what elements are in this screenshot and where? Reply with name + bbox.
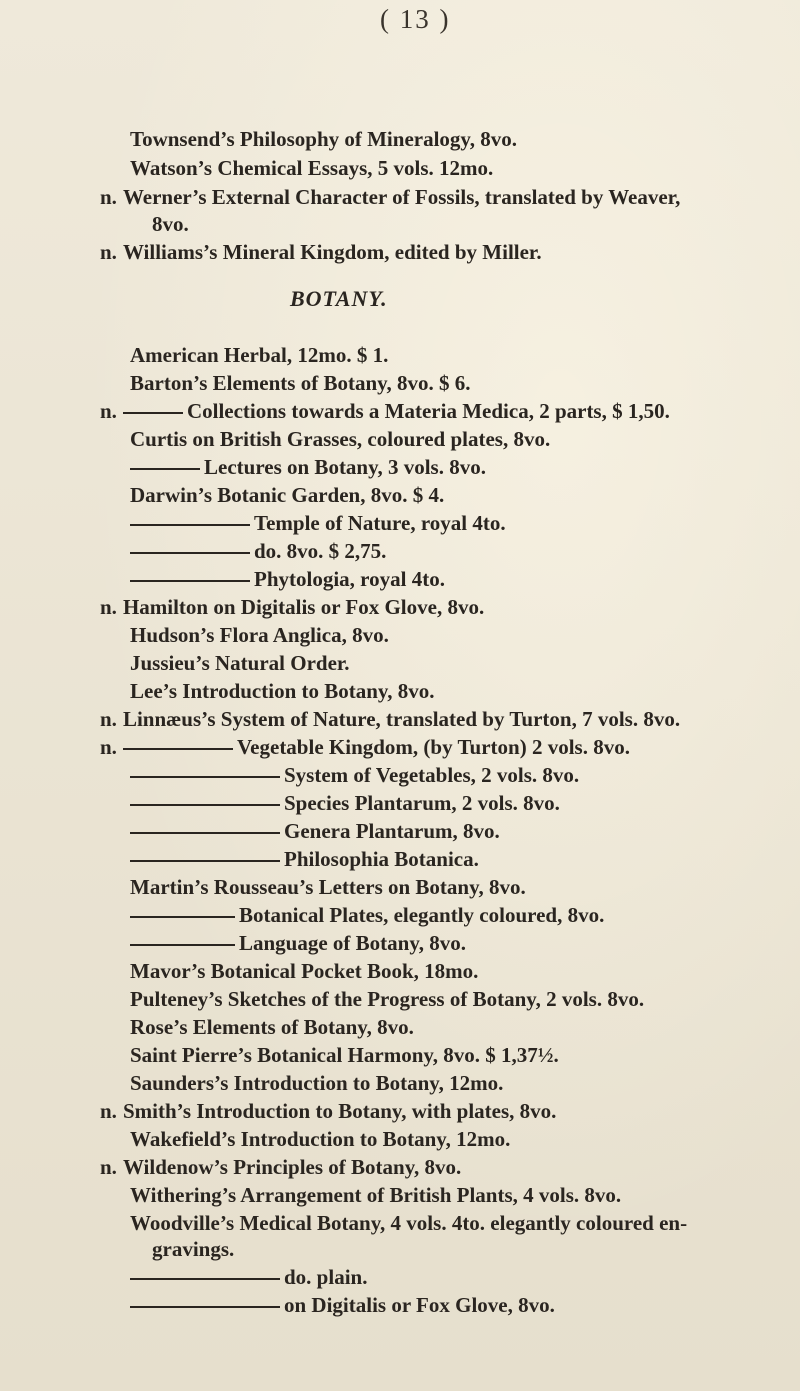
entry-text: American Herbal, 12mo. $ 1. — [130, 343, 389, 367]
ditto-dash — [130, 944, 235, 946]
entry-text: Hamilton on Digitalis or Fox Glove, 8vo. — [122, 595, 485, 619]
catalogue-entry — [130, 1212, 780, 1234]
catalogue-entry — [130, 848, 780, 870]
catalogue-entry — [100, 186, 750, 208]
catalogue-entry — [130, 1184, 780, 1206]
catalogue-entry — [100, 596, 750, 618]
catalogue-entry — [130, 428, 780, 450]
catalogue-entry — [130, 764, 780, 786]
entry-text: Collections towards a Materia Medica, 2 parts, $ 1,50. — [186, 399, 670, 423]
entry-text: Language of Botany, 8vo. — [239, 931, 466, 955]
catalogue-entry — [130, 960, 780, 982]
entry-text: Smith’s Introduction to Botany, with plates, 8vo. — [122, 1099, 557, 1123]
catalogue-entry — [152, 1238, 800, 1260]
new-edition-mark: n. — [100, 399, 117, 423]
catalogue-entry — [130, 932, 780, 954]
ditto-dash — [130, 552, 250, 554]
catalogue-entry — [130, 512, 780, 534]
catalogue-entry — [100, 708, 750, 730]
ditto-dash — [130, 804, 280, 806]
new-edition-mark: n. — [100, 595, 117, 619]
catalogue-entry — [130, 372, 780, 394]
catalogue-entry — [130, 484, 780, 506]
entry-text: Pulteney’s Sketches of the Progress of Botany, 2 vols. 8vo. — [130, 987, 645, 1011]
entry-text: Curtis on British Grasses, coloured plates, 8vo. — [130, 427, 551, 451]
catalogue-entry — [152, 213, 800, 235]
entry-text: Martin’s Rousseau’s Letters on Botany, 8vo. — [130, 875, 526, 899]
entry-text: Watson’s Chemical Essays, 5 vols. 12mo. — [130, 156, 494, 180]
ditto-dash — [130, 524, 250, 526]
catalogue-entry — [100, 400, 750, 422]
entry-text: gravings. — [152, 1237, 235, 1261]
entry-text: Phytologia, royal 4to. — [254, 567, 445, 591]
entry-text: Werner’s External Character of Fossils, translated by Weaver, — [122, 185, 681, 209]
catalogue-entry — [130, 456, 780, 478]
catalogue-entry — [130, 1128, 780, 1150]
entry-text: Linnæus’s System of Nature, translated by Turton, 7 vols. 8vo. — [122, 707, 681, 731]
entry-text: Townsend’s Philosophy of Mineralogy, 8vo. — [130, 127, 518, 151]
new-edition-mark: n. — [100, 240, 117, 264]
section-heading: BOTANY. — [290, 286, 388, 311]
catalogue-entry — [130, 1266, 780, 1288]
entry-text: Saint Pierre’s Botanical Harmony, 8vo. $ 1,37½. — [130, 1043, 559, 1067]
new-edition-mark: n. — [100, 1155, 117, 1179]
ditto-dash — [130, 860, 280, 862]
entry-text: Rose’s Elements of Botany, 8vo. — [130, 1015, 414, 1039]
catalogue-entry — [130, 988, 780, 1010]
catalogue-entry — [100, 1100, 750, 1122]
ditto-dash — [123, 748, 233, 750]
catalogue-entry — [130, 1016, 780, 1038]
ditto-dash — [130, 1278, 280, 1280]
ditto-dash — [130, 468, 200, 470]
entry-text: do. plain. — [284, 1265, 368, 1289]
entry-text: Temple of Nature, royal 4to. — [254, 511, 506, 535]
catalogue-entry — [130, 157, 780, 179]
entry-text: Genera Plantarum, 8vo. — [284, 819, 500, 843]
entry-text: Withering’s Arrangement of British Plants, 4 vols. 8vo. — [130, 1183, 622, 1207]
entry-text: Williams’s Mineral Kingdom, edited by Miller. — [122, 240, 542, 264]
ditto-dash — [130, 580, 250, 582]
catalogue-entry — [100, 241, 750, 263]
ditto-dash — [130, 832, 280, 834]
catalogue-entry — [130, 128, 780, 150]
entry-text: Saunders’s Introduction to Botany, 12mo. — [130, 1071, 504, 1095]
ditto-dash — [123, 412, 183, 414]
catalogue-entry — [130, 344, 780, 366]
catalogue-entry — [130, 1044, 780, 1066]
entry-text: on Digitalis or Fox Glove, 8vo. — [284, 1293, 555, 1317]
entry-text: Vegetable Kingdom, (by Turton) 2 vols. 8vo. — [236, 735, 630, 759]
entry-text: Woodville’s Medical Botany, 4 vols. 4to. elegantly coloured en- — [130, 1211, 688, 1235]
ditto-dash — [130, 916, 235, 918]
catalogue-entry — [130, 1294, 780, 1316]
catalogue-entry — [130, 680, 780, 702]
catalogue-entry — [130, 876, 780, 898]
ditto-dash — [130, 1306, 280, 1308]
entry-text: Lee’s Introduction to Botany, 8vo. — [130, 679, 435, 703]
catalogue-entry — [130, 624, 780, 646]
entry-text: System of Vegetables, 2 vols. 8vo. — [284, 763, 580, 787]
entry-text: Mavor’s Botanical Pocket Book, 18mo. — [130, 959, 479, 983]
catalogue-entry — [130, 904, 780, 926]
entry-text: Species Plantarum, 2 vols. 8vo. — [284, 791, 560, 815]
entry-text: Lectures on Botany, 3 vols. 8vo. — [204, 455, 486, 479]
entry-text: Wildenow’s Principles of Botany, 8vo. — [122, 1155, 462, 1179]
entry-text: 8vo. — [152, 212, 189, 236]
entry-text: do. 8vo. $ 2,75. — [254, 539, 387, 563]
entry-text: Barton’s Elements of Botany, 8vo. $ 6. — [130, 371, 471, 395]
catalogue-entry — [130, 792, 780, 814]
entry-text: Hudson’s Flora Anglica, 8vo. — [130, 623, 389, 647]
ditto-dash — [130, 776, 280, 778]
catalogue-entry — [130, 540, 780, 562]
entry-text: Darwin’s Botanic Garden, 8vo. $ 4. — [130, 483, 445, 507]
catalogue-entry — [130, 1072, 780, 1094]
entry-text: Botanical Plates, elegantly coloured, 8vo. — [239, 903, 605, 927]
new-edition-mark: n. — [100, 707, 117, 731]
catalogue-entry — [100, 1156, 750, 1178]
catalogue-entry — [100, 736, 750, 758]
catalogue-entry — [130, 820, 780, 842]
entry-text: Philosophia Botanica. — [284, 847, 479, 871]
entry-text: Jussieu’s Natural Order. — [130, 651, 350, 675]
catalogue-entry — [130, 568, 780, 590]
new-edition-mark: n. — [100, 735, 117, 759]
page-number: ( 13 ) — [380, 4, 451, 34]
new-edition-mark: n. — [100, 1099, 117, 1123]
catalogue-entry — [130, 652, 780, 674]
entry-text: Wakefield’s Introduction to Botany, 12mo. — [130, 1127, 511, 1151]
new-edition-mark: n. — [100, 185, 117, 209]
